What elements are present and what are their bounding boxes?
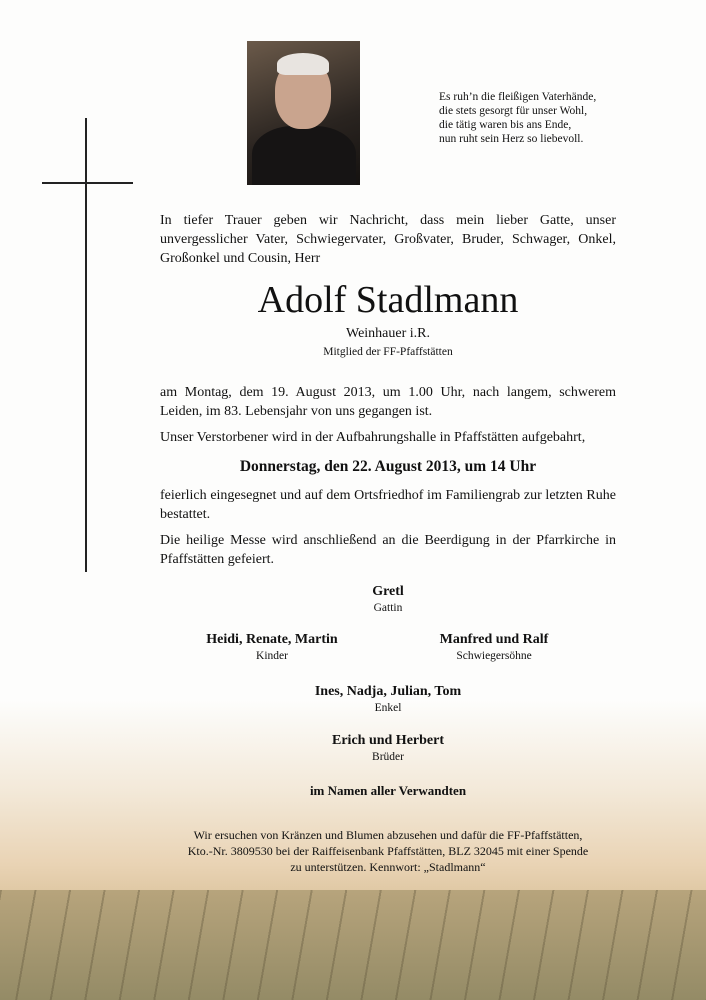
- mourner-names: Gretl: [372, 584, 404, 599]
- mourner-names: Ines, Nadja, Julian, Tom: [314, 684, 462, 699]
- mourner-relation: Schwiegersöhne: [456, 650, 532, 662]
- mourner-names: Manfred und Ralf: [439, 632, 549, 647]
- donation-line: zu unterstützen. Kennwort: „Stadlmann“: [290, 860, 486, 874]
- mourner-relation: Brüder: [372, 751, 404, 763]
- closing-line: im Namen aller Verwandten: [309, 783, 467, 798]
- profession: Weinhauer i.R.: [345, 326, 430, 341]
- laid-out-text: Unser Verstorbener wird in der Aufbahrungshalle in Pfaffstätten aufgebahrt,: [160, 430, 586, 445]
- poem-line: nun ruht sein Herz so liebevoll.: [439, 133, 584, 145]
- mourner-relation: Enkel: [374, 702, 402, 714]
- membership: Mitglied der FF-Pfaffstätten: [323, 346, 453, 358]
- mourner-relation: Gattin: [373, 602, 403, 614]
- poem-line: die tätig waren bis ans Ende,: [439, 119, 572, 131]
- poem-line: Es ruh’n die fleißigen Vaterhände,: [439, 91, 597, 103]
- mourner-names: Heidi, Renate, Martin: [206, 632, 338, 647]
- cross-icon-bar: [42, 182, 133, 184]
- deceased-name: Adolf Stadlmann: [257, 279, 519, 321]
- donation-line: Wir ersuchen von Kränzen und Blumen abzusehen und dafür die FF-Pfaffstätten,: [193, 828, 583, 842]
- funeral-date: Donnerstag, den 22. August 2013, um 14 Uhr: [239, 458, 537, 475]
- mourner-names: Erich und Herbert: [332, 733, 444, 748]
- poem-line: die stets gesorgt für unser Wohl,: [439, 105, 588, 117]
- mass-text: Die heilige Messe wird anschließend an die Beerdigung in der Pfarrkirche in Pfaffstätten gefeiert.: [160, 533, 616, 567]
- portrait-photo: [247, 41, 360, 185]
- cross-icon: [85, 118, 87, 572]
- donation-request: [140, 827, 636, 875]
- vineyard-image: [0, 890, 706, 1000]
- poem: [439, 90, 596, 146]
- mourner-relation: Kinder: [256, 650, 288, 662]
- death-notice: am Montag, dem 19. August 2013, um 1.00 Uhr, nach langem, schwerem Leiden, im 83. Lebensjahr von uns gegangen ist.: [160, 385, 616, 419]
- burial-text: feierlich eingesegnet und auf dem Ortsfriedhof im Familiengrab zur letzten Ruhe bestattet.: [160, 488, 616, 522]
- donation-line: Kto.-Nr. 3809530 bei der Raiffeisenbank Pfaffstätten, BLZ 32045 mit einer Spende: [187, 844, 589, 858]
- intro-text: In tiefer Trauer geben wir Nachricht, dass mein lieber Gatte, unser unvergesslicher Vater, Schwiegervater, Großvater, Bruder, Schwager, Onkel, Großonkel und Cousin, Herr: [160, 213, 616, 266]
